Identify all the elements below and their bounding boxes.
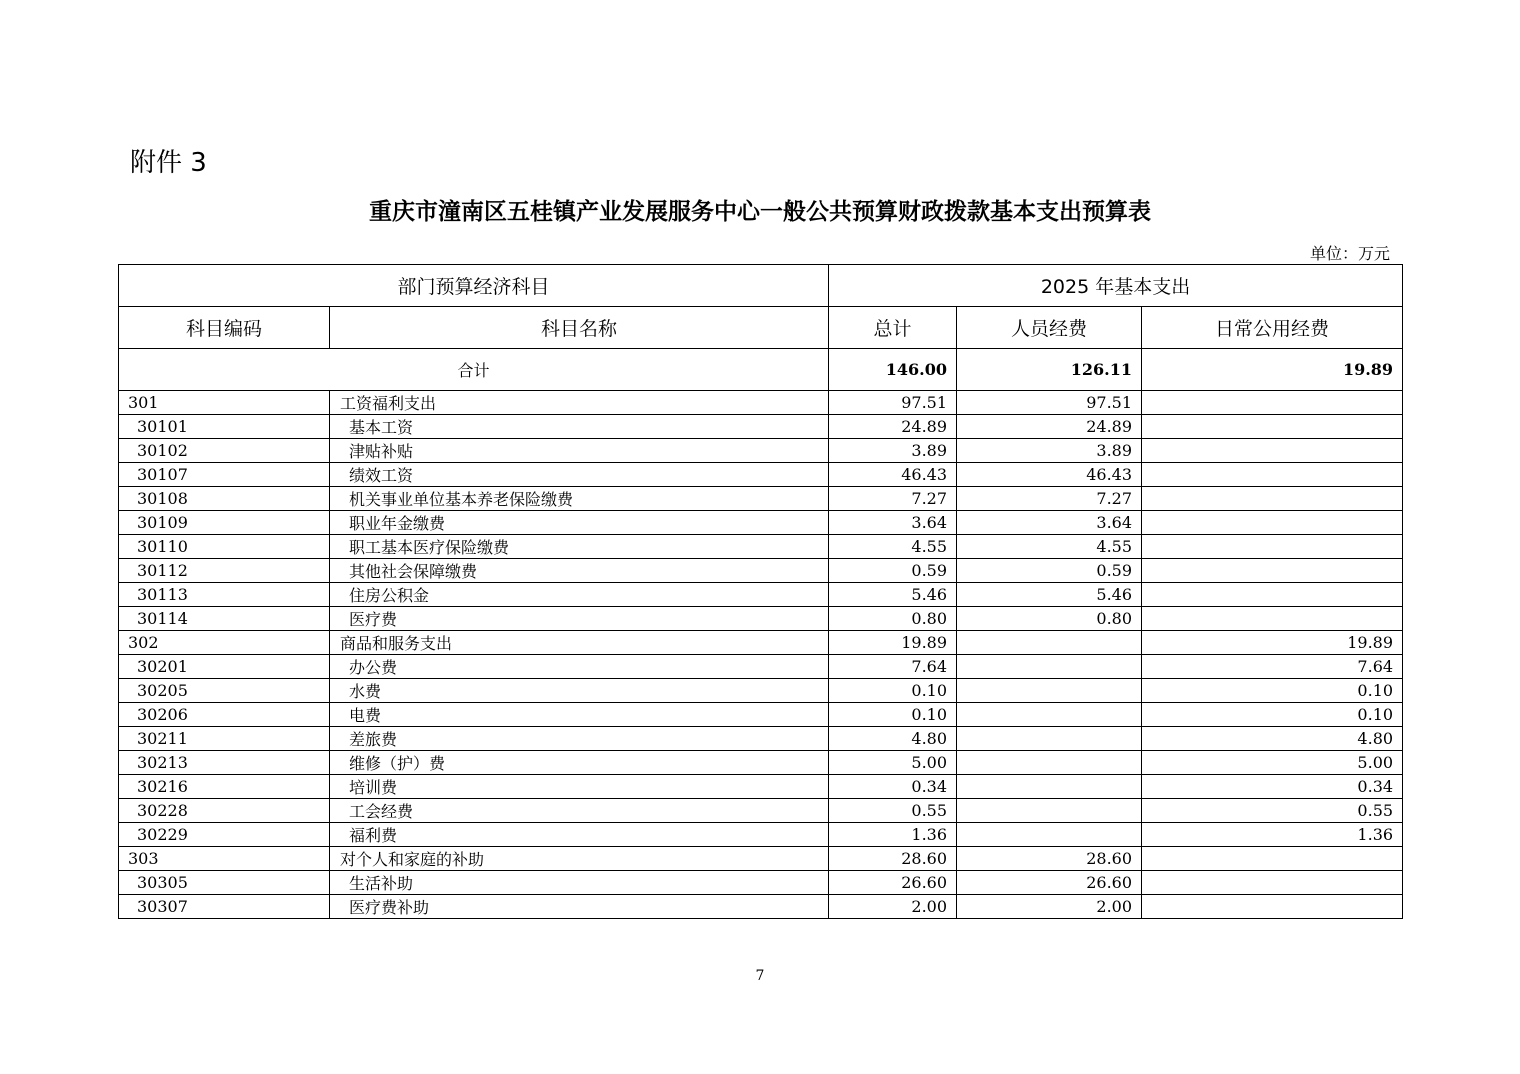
row-public: 19.89 bbox=[1142, 631, 1403, 655]
row-code: 30201 bbox=[119, 655, 330, 679]
row-personnel bbox=[957, 751, 1142, 775]
table-row bbox=[119, 823, 1403, 847]
row-name: 职业年金缴费 bbox=[330, 511, 829, 535]
table-row bbox=[119, 727, 1403, 751]
row-personnel bbox=[957, 655, 1142, 679]
row-total: 19.89 bbox=[829, 631, 957, 655]
row-public bbox=[1142, 487, 1403, 511]
row-total: 3.89 bbox=[829, 439, 957, 463]
row-public bbox=[1142, 895, 1403, 919]
row-code: 301 bbox=[119, 391, 330, 415]
table-row bbox=[119, 463, 1403, 487]
row-public bbox=[1142, 415, 1403, 439]
table-row bbox=[119, 775, 1403, 799]
row-code: 30228 bbox=[119, 799, 330, 823]
row-name: 差旅费 bbox=[330, 727, 829, 751]
row-name: 住房公积金 bbox=[330, 583, 829, 607]
row-personnel: 26.60 bbox=[957, 871, 1142, 895]
row-total: 97.51 bbox=[829, 391, 957, 415]
row-total: 0.10 bbox=[829, 679, 957, 703]
row-code: 30101 bbox=[119, 415, 330, 439]
table-row bbox=[119, 487, 1403, 511]
row-total: 4.80 bbox=[829, 727, 957, 751]
row-public: 0.10 bbox=[1142, 703, 1403, 727]
row-name: 津贴补贴 bbox=[330, 439, 829, 463]
row-code: 30113 bbox=[119, 583, 330, 607]
row-public bbox=[1142, 871, 1403, 895]
table-row bbox=[119, 439, 1403, 463]
table-row bbox=[119, 415, 1403, 439]
row-personnel bbox=[957, 823, 1142, 847]
row-total: 0.10 bbox=[829, 703, 957, 727]
row-total: 28.60 bbox=[829, 847, 957, 871]
table-row bbox=[119, 559, 1403, 583]
table-row bbox=[119, 703, 1403, 727]
table-row bbox=[119, 655, 1403, 679]
row-total: 4.55 bbox=[829, 535, 957, 559]
attachment-label: 附件 3 bbox=[130, 148, 207, 178]
row-personnel bbox=[957, 703, 1142, 727]
row-personnel bbox=[957, 631, 1142, 655]
row-total: 0.55 bbox=[829, 799, 957, 823]
row-name: 职工基本医疗保险缴费 bbox=[330, 535, 829, 559]
table-row bbox=[119, 895, 1403, 919]
row-public: 1.36 bbox=[1142, 823, 1403, 847]
row-public: 0.55 bbox=[1142, 799, 1403, 823]
row-total: 7.27 bbox=[829, 487, 957, 511]
row-code: 30305 bbox=[119, 871, 330, 895]
row-code: 30114 bbox=[119, 607, 330, 631]
row-public bbox=[1142, 439, 1403, 463]
row-code: 30307 bbox=[119, 895, 330, 919]
header-group-row bbox=[119, 265, 1403, 307]
row-code: 30107 bbox=[119, 463, 330, 487]
header-public: 日常公用经费 bbox=[1142, 307, 1403, 349]
row-public bbox=[1142, 583, 1403, 607]
row-name: 水费 bbox=[330, 679, 829, 703]
row-code: 30211 bbox=[119, 727, 330, 751]
row-name: 工会经费 bbox=[330, 799, 829, 823]
row-name: 办公费 bbox=[330, 655, 829, 679]
row-total: 0.80 bbox=[829, 607, 957, 631]
row-total: 5.46 bbox=[829, 583, 957, 607]
total-public: 19.89 bbox=[1142, 349, 1403, 391]
row-code: 303 bbox=[119, 847, 330, 871]
total-total: 146.00 bbox=[829, 349, 957, 391]
table-row bbox=[119, 391, 1403, 415]
row-public bbox=[1142, 535, 1403, 559]
row-public bbox=[1142, 559, 1403, 583]
row-name: 基本工资 bbox=[330, 415, 829, 439]
row-personnel bbox=[957, 727, 1142, 751]
row-name: 绩效工资 bbox=[330, 463, 829, 487]
row-public bbox=[1142, 607, 1403, 631]
row-personnel: 24.89 bbox=[957, 415, 1142, 439]
table-row bbox=[119, 799, 1403, 823]
table-row bbox=[119, 535, 1403, 559]
row-personnel: 0.59 bbox=[957, 559, 1142, 583]
row-public bbox=[1142, 511, 1403, 535]
row-personnel: 3.64 bbox=[957, 511, 1142, 535]
row-public bbox=[1142, 463, 1403, 487]
row-total: 46.43 bbox=[829, 463, 957, 487]
row-total: 3.64 bbox=[829, 511, 957, 535]
row-name: 对个人和家庭的补助 bbox=[330, 847, 829, 871]
row-code: 30108 bbox=[119, 487, 330, 511]
header-group-economic-subject: 部门预算经济科目 bbox=[119, 265, 829, 307]
row-name: 机关事业单位基本养老保险缴费 bbox=[330, 487, 829, 511]
total-label: 合计 bbox=[119, 349, 829, 391]
row-name: 医疗费补助 bbox=[330, 895, 829, 919]
row-personnel: 3.89 bbox=[957, 439, 1142, 463]
row-personnel: 28.60 bbox=[957, 847, 1142, 871]
row-public bbox=[1142, 847, 1403, 871]
row-public: 7.64 bbox=[1142, 655, 1403, 679]
row-name: 其他社会保障缴费 bbox=[330, 559, 829, 583]
row-name: 商品和服务支出 bbox=[330, 631, 829, 655]
row-personnel bbox=[957, 775, 1142, 799]
header-total: 总计 bbox=[829, 307, 957, 349]
row-personnel: 97.51 bbox=[957, 391, 1142, 415]
row-name: 维修（护）费 bbox=[330, 751, 829, 775]
unit-label: 单位：万元 bbox=[1309, 244, 1390, 263]
table-row bbox=[119, 607, 1403, 631]
row-public bbox=[1142, 391, 1403, 415]
row-personnel bbox=[957, 799, 1142, 823]
row-total: 5.00 bbox=[829, 751, 957, 775]
row-personnel: 7.27 bbox=[957, 487, 1142, 511]
row-personnel: 0.80 bbox=[957, 607, 1142, 631]
row-name: 工资福利支出 bbox=[330, 391, 829, 415]
row-code: 30229 bbox=[119, 823, 330, 847]
row-total: 0.34 bbox=[829, 775, 957, 799]
row-code: 30206 bbox=[119, 703, 330, 727]
total-row bbox=[119, 349, 1403, 391]
row-code: 30109 bbox=[119, 511, 330, 535]
table-row bbox=[119, 751, 1403, 775]
row-name: 电费 bbox=[330, 703, 829, 727]
table-row bbox=[119, 631, 1403, 655]
row-code: 30216 bbox=[119, 775, 330, 799]
table-row bbox=[119, 583, 1403, 607]
table-row bbox=[119, 679, 1403, 703]
table-row bbox=[119, 511, 1403, 535]
row-public: 5.00 bbox=[1142, 751, 1403, 775]
row-code: 30112 bbox=[119, 559, 330, 583]
row-public: 0.10 bbox=[1142, 679, 1403, 703]
row-total: 26.60 bbox=[829, 871, 957, 895]
row-name: 福利费 bbox=[330, 823, 829, 847]
page-number: 7 bbox=[755, 968, 765, 984]
row-code: 302 bbox=[119, 631, 330, 655]
total-personnel: 126.11 bbox=[957, 349, 1142, 391]
budget-table bbox=[118, 264, 1403, 919]
row-total: 7.64 bbox=[829, 655, 957, 679]
row-personnel: 4.55 bbox=[957, 535, 1142, 559]
page-title: 重庆市潼南区五桂镇产业发展服务中心一般公共预算财政拨款基本支出预算表 bbox=[369, 199, 1151, 225]
header-name: 科目名称 bbox=[330, 307, 829, 349]
row-total: 1.36 bbox=[829, 823, 957, 847]
row-code: 30102 bbox=[119, 439, 330, 463]
table-row bbox=[119, 871, 1403, 895]
table-row bbox=[119, 847, 1403, 871]
row-code: 30205 bbox=[119, 679, 330, 703]
row-personnel: 46.43 bbox=[957, 463, 1142, 487]
row-total: 24.89 bbox=[829, 415, 957, 439]
row-total: 0.59 bbox=[829, 559, 957, 583]
row-personnel: 5.46 bbox=[957, 583, 1142, 607]
header-group-basic-expenditure: 2025 年基本支出 bbox=[829, 265, 1403, 307]
row-name: 培训费 bbox=[330, 775, 829, 799]
row-name: 医疗费 bbox=[330, 607, 829, 631]
header-columns-row bbox=[119, 307, 1403, 349]
row-code: 30213 bbox=[119, 751, 330, 775]
header-code: 科目编码 bbox=[119, 307, 330, 349]
row-name: 生活补助 bbox=[330, 871, 829, 895]
row-total: 2.00 bbox=[829, 895, 957, 919]
header-personnel: 人员经费 bbox=[957, 307, 1142, 349]
row-public: 0.34 bbox=[1142, 775, 1403, 799]
row-personnel bbox=[957, 679, 1142, 703]
row-personnel: 2.00 bbox=[957, 895, 1142, 919]
row-code: 30110 bbox=[119, 535, 330, 559]
row-public: 4.80 bbox=[1142, 727, 1403, 751]
